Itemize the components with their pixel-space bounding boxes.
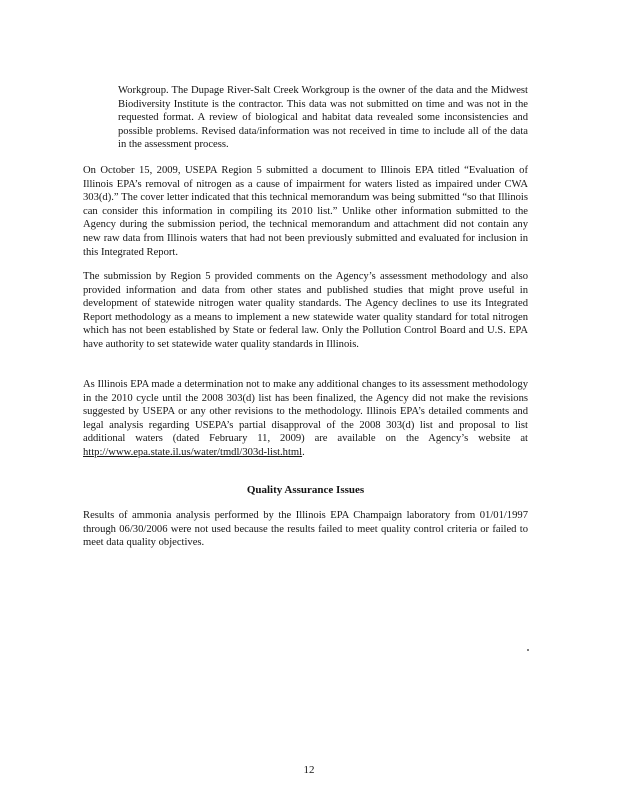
page-number: 12 [303,764,315,776]
determination-text: As Illinois EPA made a determination not to make any additional changes to its assessment methodology in the 2010 cycle until the 2008 303(d) list has been finalized, the Agency did not make the revisions suggested by USEPA or any other revisions to the methodology. Illinois EPA’s detailed comments and legal analysis regarding USEPA’s partial disapproval of the 2008 303(d) list and proposal to list additional waters (dated February 11, 2009) are available on the Agency’s website at [83,379,528,445]
link-period: . [302,446,305,458]
continuation-paragraph: Workgroup. The Dupage River-Salt Creek Workgroup is the owner of the data and the Midwest Biodiversity Institute is the contractor. This data was not submitted on time and was not in the requested format. A review of biological and habitat data revealed some inconsistencies and possible problems. Revised data/information was not received in time to include all of the data in the assessment process. [118,85,528,151]
section-heading: Quality Assurance Issues [246,484,365,496]
scan-speck [527,649,529,651]
epa-303d-list-link[interactable]: http://www.epa.state.il.us/water/tmdl/303d-list.html [83,446,303,458]
usepa-submission-paragraph: On October 15, 2009, USEPA Region 5 submitted a document to Illinois EPA titled “Evaluation of Illinois EPA’s removal of nitrogen as a cause of impairment for waters listed as impaired under CWA 303(d).” The cover letter indicated that this technical memorandum was being submitted “so that Illinois can consider this information in compiling its 2010 list.” Unlike other information submitted to the Agency during the submission period, the technical memorandum and attachment did not contain any new raw data from Illinois waters that had not been previously submitted and evaluated for inclusion in this Integrated Report. [83,165,528,258]
determination-paragraph [83,378,528,460]
ammonia-paragraph: Results of ammonia analysis performed by the Illinois EPA Champaign laboratory from 01/01/1997 through 06/30/2006 were not used because the results failed to meet quality control criteria or failed to meet data quality objectives. [83,510,528,549]
region5-comments-paragraph: The submission by Region 5 provided comments on the Agency’s assessment methodology and also provided information and data from other states and published studies that might prove useful in development of statewide nitrogen water quality standards. The Agency declines to use its Integrated Report methodology as a means to implement a new statewide water quality standard for total nitrogen which has not been established by State or federal law. Only the Pollution Control Board and U.S. EPA have authority to set statewide water quality standards in Illinois. [83,271,528,350]
